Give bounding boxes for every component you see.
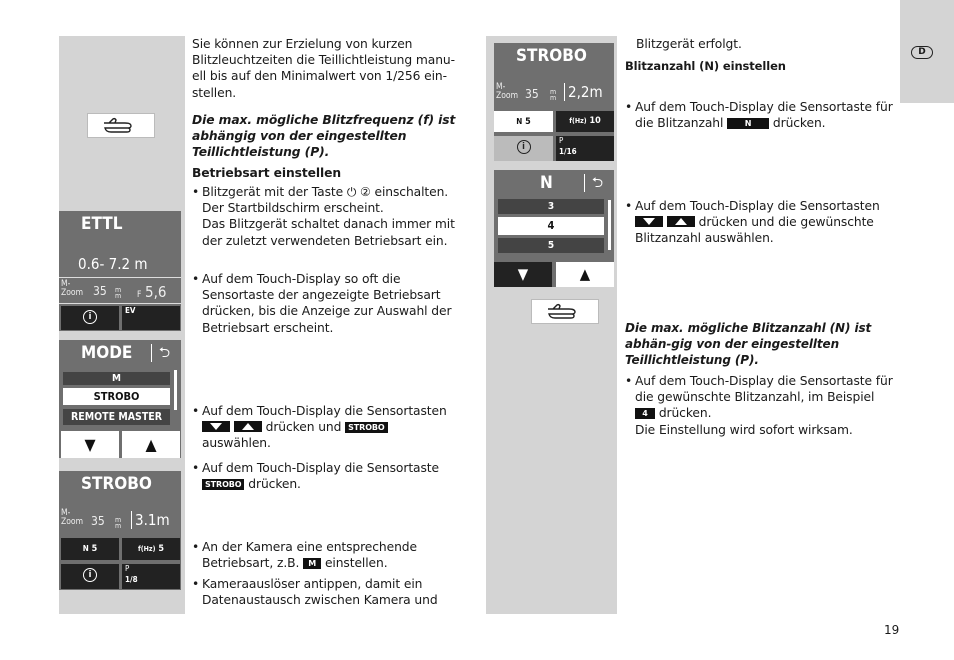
- back-icon[interactable]: ⮌: [151, 344, 177, 362]
- strobo-screen-1: [59, 471, 181, 590]
- mode-item-m[interactable]: M: [63, 372, 170, 385]
- range-display: 3.1m: [131, 511, 170, 529]
- down-arrow-button-icon: [635, 216, 663, 227]
- zoom-value: 35: [93, 284, 107, 298]
- n-select-screen: [494, 170, 614, 287]
- info-icon: i: [83, 310, 97, 324]
- n-button[interactable]: N 5: [61, 538, 119, 560]
- power-button-icon: ⏻ ②: [346, 185, 371, 199]
- right-bullet-1: • Auf dem Touch-Display die Sensortaste für die Blitzanzahl N drücken.: [625, 99, 895, 131]
- zoom-label: M- Zoom: [496, 82, 519, 101]
- m-mode-button-icon: M: [303, 558, 321, 569]
- screen-title: STROBO: [81, 474, 152, 494]
- f-label: F: [137, 290, 142, 300]
- strobo-screen-2: [494, 43, 614, 161]
- left-bullet-2: • Auf dem Touch-Display so oft die Sensortaste der angezeigte Betriebsart drücken, bis die Anzeige zur Auswahl der Betriebsart erscheint.: [192, 271, 457, 336]
- up-arrow-button-icon: [234, 421, 262, 432]
- left-bullet-1: • Blitzgerät mit der Taste ⏻ ② einschalten. Der Startbildschirm erscheint. Das Blitzgerät schaltet danach immer mit der zuletzt verwendeten Betriebsart ein.: [192, 184, 457, 249]
- zoom-value: 35: [91, 514, 105, 528]
- pointing-hand-icon: [101, 117, 141, 135]
- n-button[interactable]: N 5: [494, 111, 553, 132]
- f-value: 5,6: [145, 283, 167, 301]
- frequency-button[interactable]: f(Hz) 10: [556, 111, 614, 132]
- zoom-label: M- Zoom: [61, 508, 84, 527]
- down-button[interactable]: ▼: [494, 262, 552, 287]
- screen-title: ETTL: [81, 214, 123, 234]
- left-bullet-4: • Auf dem Touch-Display die Sensortaste STROBO drücken.: [192, 460, 457, 492]
- n-item-5[interactable]: 5: [498, 238, 604, 253]
- scroll-indicator: [608, 200, 611, 250]
- screen-title: STROBO: [516, 46, 587, 66]
- down-button[interactable]: ▼: [61, 431, 119, 458]
- n-item-3[interactable]: 3: [498, 199, 604, 214]
- left-note: Die max. mögliche Blitzfrequenz (f) ist abhängig von der eingestellten Teillichtleistung (P).: [192, 113, 456, 160]
- up-arrow-button-icon: [667, 216, 695, 227]
- mode-item-strobo[interactable]: STROBO: [63, 388, 170, 405]
- range-display: 0.6- 7.2 m: [78, 255, 148, 273]
- zoom-unit: m m: [115, 516, 122, 530]
- info-icon: i: [517, 140, 531, 154]
- strobo-button-icon: STROBO: [345, 422, 387, 433]
- pointing-hand-icon: [545, 303, 585, 321]
- mode-item-remote-master[interactable]: REMOTE MASTER: [63, 409, 170, 425]
- divider: [59, 277, 181, 278]
- up-button[interactable]: ▲: [556, 262, 614, 287]
- left-heading: Betriebsart einstellen: [192, 166, 342, 180]
- info-button[interactable]: [61, 306, 119, 330]
- range-display: 2,2m: [564, 83, 603, 101]
- power-button[interactable]: P 1/16: [556, 136, 614, 161]
- down-arrow-button-icon: [202, 421, 230, 432]
- divider: [59, 303, 181, 304]
- n-item-4[interactable]: 4: [498, 217, 604, 235]
- scroll-indicator: [174, 370, 177, 410]
- n-button-icon: N: [727, 118, 769, 129]
- right-note: Die max. mögliche Blitzanzahl (N) ist abhän-gig von der eingestellten Teillichtleistung (P).: [625, 321, 872, 368]
- left-bullet-6: • Kameraauslöser antippen, damit ein Datenaustausch zwischen Kamera und: [192, 576, 457, 608]
- ettl-screen: [59, 211, 181, 331]
- note-hand-box: [87, 113, 155, 138]
- info-button[interactable]: [61, 564, 119, 589]
- right-bullet-3: • Auf dem Touch-Display die Sensortaste für die gewünschte Blitzanzahl, im Beispiel 4 drücken. Die Einstellung wird sofort wirksam.: [625, 373, 897, 438]
- up-button[interactable]: ▲: [122, 431, 180, 458]
- note-hand-box-right: [531, 299, 599, 324]
- frequency-button[interactable]: f(Hz) 5: [122, 538, 180, 560]
- language-badge: D: [911, 46, 933, 59]
- right-bullet-2: • Auf dem Touch-Display die Sensortasten drücken und die gewünschte Blitzanzahl auswählen.: [625, 198, 895, 247]
- back-icon[interactable]: ⮌: [584, 174, 610, 192]
- right-heading: Blitzanzahl (N) einstellen: [625, 59, 786, 73]
- screen-title: N: [540, 173, 553, 193]
- info-button[interactable]: [494, 136, 553, 161]
- zoom-unit: m m: [115, 286, 122, 300]
- mode-screen: [59, 340, 181, 458]
- zoom-unit: m m: [550, 88, 557, 102]
- left-text-p1: Sie können zur Erzielung von kurzen Blitzleuchtzeiten die Teillichtleistung manu-ell bis auf den Minimalwert von 1/256 ein-stellen.: [192, 37, 455, 100]
- strobo-button-icon: STROBO: [202, 479, 244, 490]
- four-button-icon: 4: [635, 408, 655, 419]
- info-icon: i: [83, 568, 97, 582]
- left-bullet-5: • An der Kamera eine entsprechende Betriebsart, z.B. M einstellen.: [192, 539, 457, 571]
- left-bullet-3: • Auf dem Touch-Display die Sensortasten drücken und STROBO auswählen.: [192, 403, 460, 452]
- right-text-p0: Blitzgerät erfolgt.: [636, 37, 742, 51]
- power-button[interactable]: P 1/8: [122, 564, 180, 589]
- zoom-value: 35: [525, 87, 539, 101]
- screen-title: MODE: [81, 343, 133, 363]
- page-number: 19: [884, 623, 900, 637]
- ev-button[interactable]: EV: [122, 306, 180, 330]
- zoom-label: M- Zoom: [61, 279, 84, 298]
